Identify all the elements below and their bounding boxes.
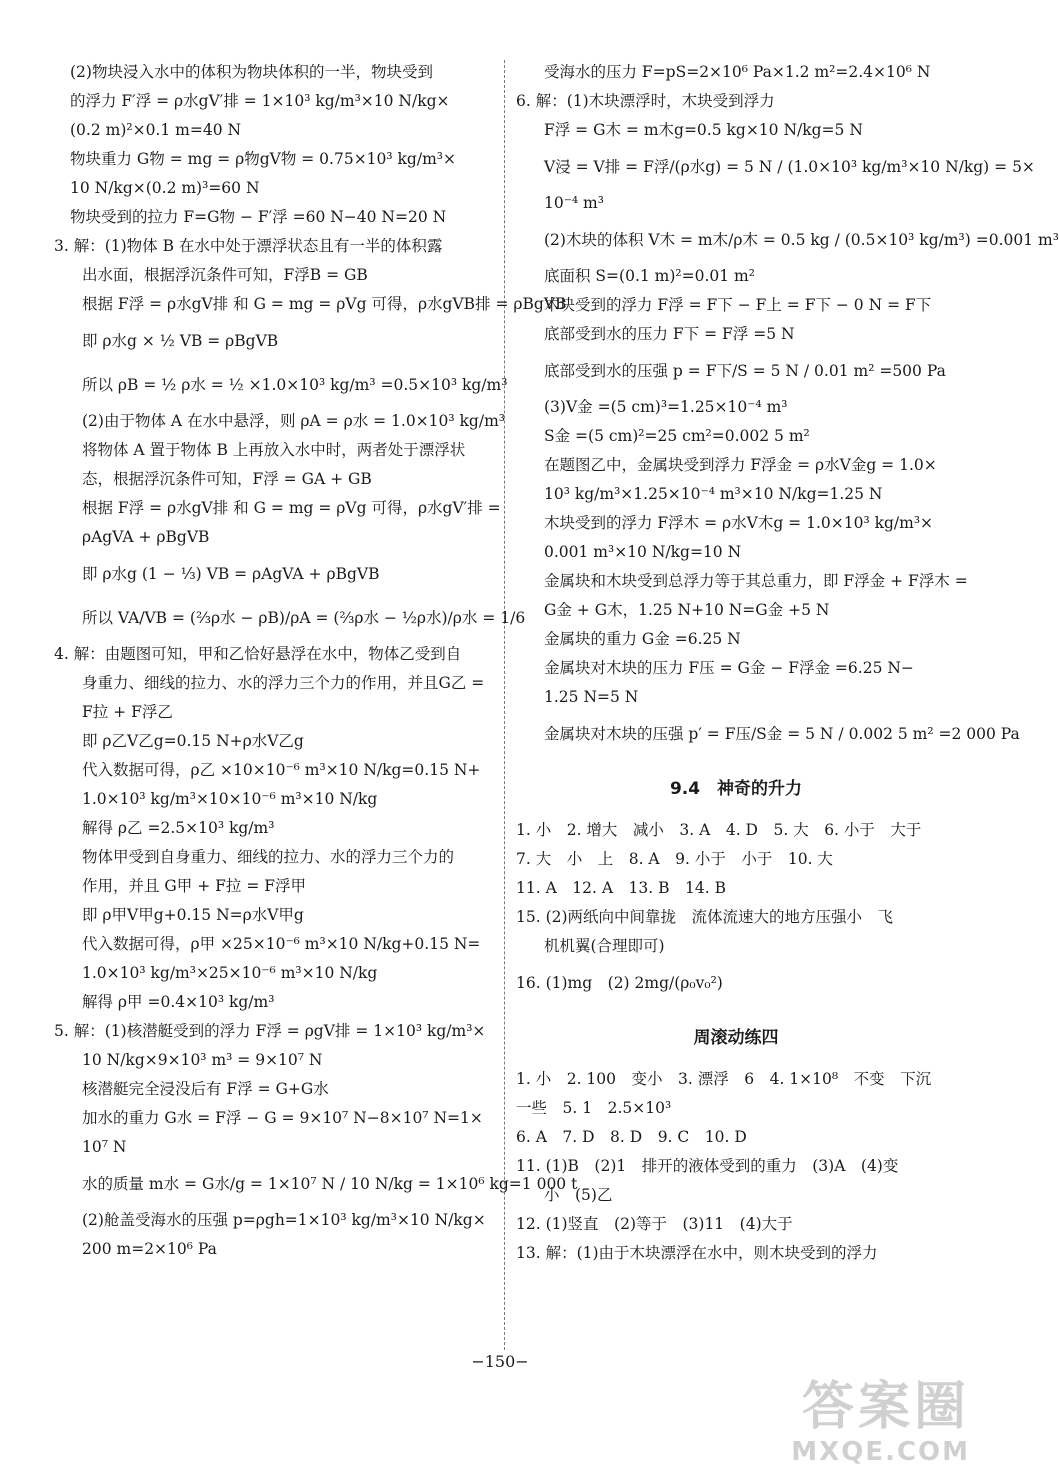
page-number: −150−: [471, 1352, 529, 1371]
text-line: 金属块对木块的压力 F压 = G金 − F浮金 =6.25 N−: [544, 659, 914, 677]
right-column: [516, 58, 1059, 1268]
text-line: 加水的重力 G水 = F浮 − G = 9×10⁷ N−8×10⁷ N=1×: [82, 1109, 483, 1127]
answer-line: 6. A 7. D 8. D 9. C 10. D: [516, 1128, 747, 1146]
answer-line: 13. 解：(1)由于木块漂浮在水中，则木块受到的浮力: [516, 1244, 878, 1262]
text-line: 1.0×10³ kg/m³×10×10⁻⁶ m³×10 N/kg: [82, 790, 378, 808]
section-title: 9.4 神奇的升力: [669, 779, 803, 799]
text-line: 金属块的重力 G金 =6.25 N: [544, 630, 741, 648]
formula-line: 所以 ρB = ½ ρ水 = ½ ×1.0×10³ kg/m³ =0.5×10³ kg/m³: [82, 376, 508, 394]
text-line: 的浮力 F′浮 = ρ水gV′排 = 1×10³ kg/m³×10 N/kg×: [70, 92, 450, 110]
text-line: 受海水的压力 F=pS=2×10⁶ Pa×1.2 m²=2.4×10⁶ N: [544, 63, 931, 81]
text-line: 6. 解：(1)木块漂浮时，木块受到浮力: [516, 92, 775, 110]
text-line: (3)V金 =(5 cm)³=1.25×10⁻⁴ m³: [544, 398, 788, 416]
answer-line: 7. 大 小 上 8. A 9. 小于 小于 10. 大: [516, 850, 833, 868]
formula-line: 底部受到水的压强 p = F下/S = 5 N / 0.01 m² =500 Pa: [544, 362, 946, 380]
text-line: F拉 + F浮乙: [82, 703, 173, 721]
text-line: 代入数据可得，ρ甲 ×25×10⁻⁶ m³×10 N/kg+0.15 N=: [82, 935, 481, 953]
text-line: 1.25 N=5 N: [544, 688, 639, 706]
formula-line: 所以 VA/VB = (⅔ρ水 − ρB)/ρA = (⅔ρ水 − ½ρ水)/ρ水 = 1/6: [82, 609, 526, 627]
text-line: (2)由于物体 A 在水中悬浮，则 ρA = ρ水 = 1.0×10³ kg/m³: [82, 412, 505, 430]
text-line: 在题图乙中，金属块受到浮力 F浮金 = ρ水V金g = 1.0×: [544, 456, 937, 474]
text-line: 即 ρ甲V甲g+0.15 N=ρ水V甲g: [82, 906, 304, 924]
column-divider: [504, 60, 505, 1350]
text-line: 即 ρ乙V乙g=0.15 N+ρ水V乙g: [82, 732, 304, 750]
answer-line: 15. (2)两纸向中间靠拢 流体流速大的地方压强小 飞: [516, 908, 894, 926]
text-line: S金 =(5 cm)²=25 cm²=0.002 5 m²: [544, 427, 810, 445]
answer-line: 1. 小 2. 增大 减小 3. A 4. D 5. 大 6. 小于 大于: [516, 821, 922, 839]
text-line: 0.001 m³×10 N/kg=10 N: [544, 543, 742, 561]
text-line: 根据 F浮 = ρ水gV排 和 G = mg = ρVg 可得，ρ水gVB排 = ρBgVB: [82, 295, 567, 313]
formula-line: 即 ρ水g × ½ VB = ρBgVB: [82, 332, 279, 350]
answer-line: 16. (1)mg (2) 2mg/(ρ₀v₀²): [516, 974, 723, 992]
text-line: 物块重力 G物 = mg = ρ物gV物 = 0.75×10³ kg/m³×: [70, 150, 456, 168]
answer-line: 一些 5. 1 2.5×10³: [516, 1099, 672, 1117]
text-line: 物块受到的拉力 F=G物 − F′浮 =60 N−40 N=20 N: [70, 208, 447, 226]
text-line: 木块受到的浮力 F浮 = F下 − F上 = F下 − 0 N = F下: [544, 296, 932, 314]
answer-line: 11. A 12. A 13. B 14. B: [516, 879, 726, 897]
text-line: 出水面，根据浮沉条件可知，F浮B = GB: [82, 266, 368, 284]
watermark-url: MXQE.COM: [791, 1437, 970, 1467]
text-line: 物体甲受到自身重力、细线的拉力、水的浮力三个力的: [82, 848, 455, 866]
text-line: 代入数据可得，ρ乙 ×10×10⁻⁶ m³×10 N/kg=0.15 N+: [82, 761, 481, 779]
text-line: 身重力、细线的拉力、水的浮力三个力的作用，并且G乙 =: [82, 674, 485, 692]
text-line: 10 N/kg×9×10³ m³ = 9×10⁷ N: [82, 1051, 323, 1069]
formula-line: (2)木块的体积 V木 = m木/ρ木 = 0.5 kg / (0.5×10³ kg/m³) =0.001 m³: [544, 231, 1059, 249]
text-line: 4. 解：由题图可知，甲和乙恰好悬浮在水中，物体乙受到自: [54, 645, 462, 663]
answer-line: 机机翼(合理即可): [544, 937, 665, 955]
answer-line: 12. (1)竖直 (2)等于 (3)11 (4)大于: [516, 1215, 793, 1233]
text-line: 作用，并且 G甲 + F拉 = F浮甲: [82, 877, 307, 895]
text-line: 底部受到水的压力 F下 = F浮 =5 N: [544, 325, 795, 343]
text-line: 木块受到的浮力 F浮木 = ρ水V木g = 1.0×10³ kg/m³×: [544, 514, 934, 532]
formula-line: 即 ρ水g (1 − ⅓) VB = ρAgVA + ρBgVB: [82, 565, 380, 583]
section-title: 周滚动练四: [693, 1028, 779, 1048]
text-line: 10⁷ N: [82, 1138, 127, 1156]
formula-line: 水的质量 m水 = G水/g = 1×10⁷ N / 10 N/kg = 1×10⁶ kg=1 000 t: [82, 1175, 578, 1193]
text-line: 10³ kg/m³×1.25×10⁻⁴ m³×10 N/kg=1.25 N: [544, 485, 883, 503]
text-line: 3. 解：(1)物体 B 在水中处于漂浮状态且有一半的体积露: [54, 237, 443, 255]
text-line: (0.2 m)²×0.1 m=40 N: [70, 121, 242, 139]
text-line: 解得 ρ乙 =2.5×10³ kg/m³: [82, 819, 275, 837]
text-line: 解得 ρ甲 =0.4×10³ kg/m³: [82, 993, 275, 1011]
text-line: 金属块和木块受到总浮力等于其总重力，即 F浮金 + F浮木 =: [544, 572, 968, 590]
text-line: (2)舱盖受海水的压强 p=ρgh=1×10³ kg/m³×10 N/kg×: [82, 1211, 486, 1229]
text-line: 将物体 A 置于物体 B 上再放入水中时，两者处于漂浮状: [82, 441, 466, 459]
text-line: (2)物块浸入水中的体积为物块体积的一半，物块受到: [70, 63, 433, 81]
watermark-text: 答案圈: [801, 1377, 970, 1437]
text-line: 10 N/kg×(0.2 m)³=60 N: [70, 179, 260, 197]
text-line: 5. 解：(1)核潜艇受到的浮力 F浮 = ρgV排 = 1×10³ kg/m³×: [54, 1022, 486, 1040]
formula-line: 金属块对木块的压强 p′ = F压/S金 = 5 N / 0.002 5 m² =2 000 Pa: [544, 725, 1020, 743]
text-line: G金 + G木，1.25 N+10 N=G金 +5 N: [544, 601, 830, 619]
text-line: 底面积 S=(0.1 m)²=0.01 m²: [544, 267, 755, 285]
text-line: 态，根据浮沉条件可知，F浮 = GA + GB: [82, 470, 372, 488]
text-line: 1.0×10³ kg/m³×25×10⁻⁶ m³×10 N/kg: [82, 964, 378, 982]
text-line: ρAgVA + ρBgVB: [82, 528, 210, 546]
watermark-logo: [791, 1377, 970, 1467]
text-line: 核潜艇完全浸没后有 F浮 = G+G水: [82, 1080, 329, 1098]
text-line: 根据 F浮 = ρ水gV排 和 G = mg = ρVg 可得，ρ水gV′排 =: [82, 499, 501, 517]
text-line: F浮 = G木 = m木g=0.5 kg×10 N/kg=5 N: [544, 121, 863, 139]
answer-line: 11. (1)B (2)1 排开的液体受到的重力 (3)A (4)变: [516, 1157, 899, 1175]
text-line: 200 m=2×10⁶ Pa: [82, 1240, 217, 1258]
answer-line: 小 (5)乙: [544, 1186, 613, 1204]
text-line: 10⁻⁴ m³: [544, 194, 604, 212]
formula-line: V浸 = V排 = F浮/(ρ水g) = 5 N / (1.0×10³ kg/m³×10 N/kg) = 5×: [544, 158, 1035, 176]
answer-line: 1. 小 2. 100 变小 3. 漂浮 6 4. 1×10⁸ 不变 下沉: [516, 1070, 932, 1088]
